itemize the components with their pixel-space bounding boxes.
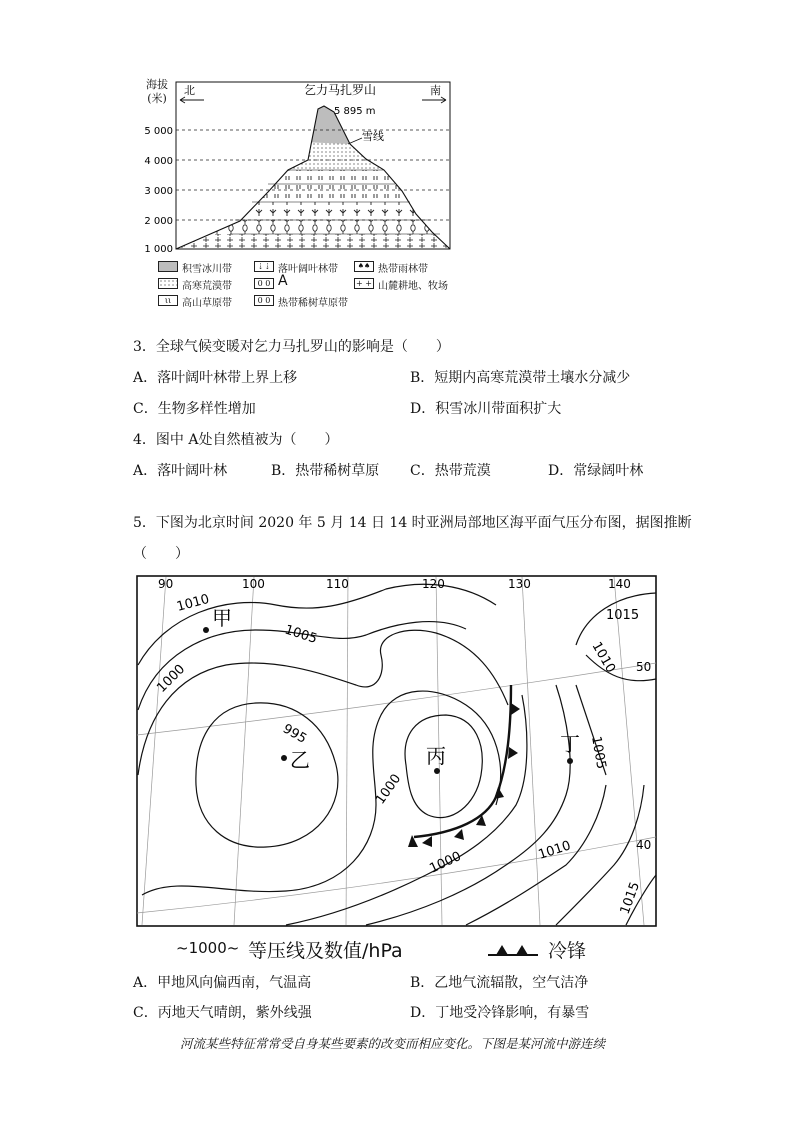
q3-option-d[interactable]: D．积雪冰川带面积扩大 bbox=[410, 401, 562, 417]
legend-swatch-dots bbox=[158, 278, 178, 289]
q4-stem: 4．图中 A处自然植被为（ ） bbox=[133, 432, 339, 448]
place-bing: 丙 bbox=[426, 744, 446, 768]
isobar-label: 1015 bbox=[617, 880, 644, 917]
legend-swatch-savanna: 0 0 bbox=[254, 295, 274, 306]
legend-swatch-gray bbox=[158, 261, 178, 272]
y-tick-4000: 4 000 bbox=[144, 156, 173, 167]
lon-100: 100 bbox=[242, 577, 265, 591]
isobar-label: 1000 bbox=[427, 849, 464, 877]
q3-option-b[interactable]: B．短期内高寒荒漠带土壤水分减少 bbox=[410, 370, 631, 386]
place-ding: 丁 bbox=[560, 732, 580, 756]
q5-stem-bracket: （ ） bbox=[133, 546, 189, 562]
lat-40: 40 bbox=[636, 838, 652, 852]
y-tick-1000: 1 000 bbox=[144, 244, 173, 255]
map-legend bbox=[176, 936, 636, 964]
legend-label: 高山草原带 bbox=[182, 298, 232, 309]
isobar-label: 1000 bbox=[372, 771, 405, 808]
legend-label: A bbox=[278, 273, 288, 289]
mountain-legend bbox=[158, 260, 458, 314]
isobar-label: 1010 bbox=[175, 591, 212, 615]
legend-swatch-farm: + + bbox=[354, 278, 374, 289]
q3-option-c[interactable]: C．生物多样性增加 bbox=[133, 401, 256, 417]
legend-swatch-deciduous: ⇣⇣ bbox=[254, 261, 274, 272]
pressure-map bbox=[136, 575, 657, 928]
q4-option-d[interactable]: D．常绿阔叶林 bbox=[548, 463, 644, 479]
lon-90: 90 bbox=[158, 577, 174, 591]
q4-option-c[interactable]: C．热带荒漠 bbox=[410, 463, 491, 479]
legend-label: 热带稀树草原带 bbox=[278, 298, 348, 309]
y-axis-label: 海拔 (米) bbox=[146, 78, 168, 105]
q5-option-c[interactable]: C．丙地天气晴朗，紫外线强 bbox=[133, 1005, 312, 1021]
legend-label: 山麓耕地、牧场 bbox=[378, 281, 448, 292]
isobar-label: 1010 bbox=[588, 639, 619, 676]
q5-option-d[interactable]: D．丁地受冷锋影响，有暴雪 bbox=[410, 1005, 590, 1021]
q4-option-a[interactable]: A．落叶阔叶林 bbox=[133, 463, 228, 479]
legend-swatch-grass: ιι bbox=[158, 295, 178, 306]
q5-stem: 5．下图为北京时间 2020 年 5 月 14 日 14 时亚洲局部地区海平面气压分布图，据图推断 bbox=[133, 515, 692, 531]
legend-front-text: 冷锋 bbox=[548, 940, 587, 962]
lat-50: 50 bbox=[636, 660, 652, 674]
footer-text: 河流某些特征常常受自身某些要素的改变而相应变化。下图是某河流中游连续 bbox=[180, 1036, 606, 1051]
legend-front-symbol bbox=[486, 940, 540, 958]
mountain-name: 乞力马扎罗山 bbox=[303, 83, 377, 97]
isobar-label: 995 bbox=[280, 721, 310, 747]
y-tick-3000: 3 000 bbox=[144, 186, 173, 197]
isobar-label: 1000 bbox=[154, 661, 189, 696]
q3-stem: 3．全球气候变暖对乞力马扎罗山的影响是（ ） bbox=[133, 339, 450, 355]
peak-label: 5 895 m bbox=[334, 106, 376, 117]
isobar-label: 1010 bbox=[536, 838, 573, 863]
q5-option-b[interactable]: B．乙地气流辐散，空气洁净 bbox=[410, 975, 589, 991]
y-tick-2000: 2 000 bbox=[144, 216, 173, 227]
place-jia: 甲 bbox=[212, 606, 232, 630]
legend-label: 积雪冰川带 bbox=[182, 264, 232, 275]
isobar-label: 1005 bbox=[282, 622, 319, 648]
legend-isobar-sample: ~1000~ bbox=[176, 939, 240, 957]
place-yi: 乙 bbox=[290, 748, 310, 772]
legend-label: 高寒荒漠带 bbox=[182, 281, 232, 292]
q3-option-a[interactable]: A．落叶阔叶林带上界上移 bbox=[133, 370, 298, 386]
legend-isobar-text: 等压线及数值/hPa bbox=[248, 940, 403, 962]
q4-option-b[interactable]: B．热带稀树草原 bbox=[271, 463, 380, 479]
legend-swatch-rainforest: ♠♠ bbox=[354, 261, 374, 272]
lon-140: 140 bbox=[608, 577, 631, 591]
isobar-label: 1005 bbox=[588, 735, 609, 771]
legend-label: 落叶阔叶林带 bbox=[278, 264, 338, 275]
lon-130: 130 bbox=[508, 577, 531, 591]
snowline-label: 雪线 bbox=[362, 130, 384, 143]
mountain-profile bbox=[140, 74, 460, 259]
q5-option-a[interactable]: A．甲地风向偏西南，气温高 bbox=[133, 975, 312, 991]
lon-110: 110 bbox=[326, 577, 349, 591]
isobar-label: 1015 bbox=[606, 608, 640, 623]
legend-label: 热带雨林带 bbox=[378, 264, 428, 275]
mountain-figure bbox=[140, 74, 460, 314]
y-tick-5000: 5 000 bbox=[144, 126, 173, 137]
legend-swatch-tree: 0 0 bbox=[254, 278, 274, 289]
north-label: 北 bbox=[184, 84, 195, 97]
south-label: 南 bbox=[430, 84, 441, 97]
lon-120: 120 bbox=[422, 577, 445, 591]
